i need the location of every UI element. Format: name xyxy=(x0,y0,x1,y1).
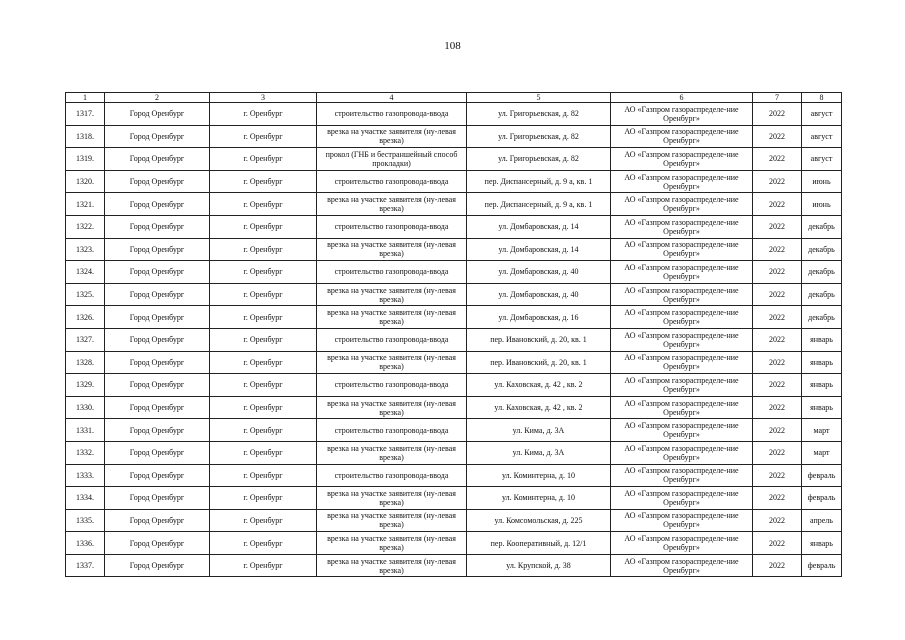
municipality-cell: Город Оренбург xyxy=(105,509,210,532)
row-number-cell: 1330. xyxy=(66,396,105,419)
year-cell: 2022 xyxy=(753,532,802,555)
settlement-cell: г. Оренбург xyxy=(210,419,317,442)
work-type-cell: врезка на участке заявителя (ну-левая врезка) xyxy=(317,351,467,374)
organization-cell: АО «Газпром газораспределе-ние Оренбург» xyxy=(611,193,753,216)
header-cell: 7 xyxy=(753,93,802,103)
organization-cell: АО «Газпром газораспределе-ние Оренбург» xyxy=(611,261,753,284)
month-cell: август xyxy=(802,125,842,148)
address-cell: ул. Домбаровская, д. 16 xyxy=(467,306,611,329)
work-type-cell: строительство газопровода-ввода xyxy=(317,419,467,442)
header-cell: 8 xyxy=(802,93,842,103)
address-cell: ул. Коминтерна, д. 10 xyxy=(467,464,611,487)
address-cell: пер. Диспансерный, д. 9 а, кв. 1 xyxy=(467,170,611,193)
work-type-cell: строительство газопровода-ввода xyxy=(317,261,467,284)
address-cell: пер. Ивановский, д. 20, кв. 1 xyxy=(467,328,611,351)
settlement-cell: г. Оренбург xyxy=(210,509,317,532)
organization-cell: АО «Газпром газораспределе-ние Оренбург» xyxy=(611,103,753,126)
year-cell: 2022 xyxy=(753,170,802,193)
organization-cell: АО «Газпром газораспределе-ние Оренбург» xyxy=(611,215,753,238)
table-row xyxy=(66,193,842,216)
table-row xyxy=(66,441,842,464)
month-cell: февраль xyxy=(802,554,842,577)
organization-cell: АО «Газпром газораспределе-ние Оренбург» xyxy=(611,396,753,419)
municipality-cell: Город Оренбург xyxy=(105,351,210,374)
address-cell: ул. Домбаровская, д. 40 xyxy=(467,261,611,284)
municipality-cell: Город Оренбург xyxy=(105,554,210,577)
header-cell: 2 xyxy=(105,93,210,103)
row-number-cell: 1325. xyxy=(66,283,105,306)
settlement-cell: г. Оренбург xyxy=(210,148,317,171)
organization-cell: АО «Газпром газораспределе-ние Оренбург» xyxy=(611,328,753,351)
address-cell: ул. Коминтерна, д. 10 xyxy=(467,487,611,510)
row-number-cell: 1334. xyxy=(66,487,105,510)
month-cell: декабрь xyxy=(802,306,842,329)
settlement-cell: г. Оренбург xyxy=(210,103,317,126)
table-row xyxy=(66,374,842,397)
table-row xyxy=(66,419,842,442)
year-cell: 2022 xyxy=(753,306,802,329)
work-type-cell: врезка на участке заявителя (ну-левая врезка) xyxy=(317,487,467,510)
organization-cell: АО «Газпром газораспределе-ние Оренбург» xyxy=(611,441,753,464)
month-cell: апрель xyxy=(802,509,842,532)
page-number: 108 xyxy=(444,40,461,52)
municipality-cell: Город Оренбург xyxy=(105,103,210,126)
work-type-cell: строительство газопровода-ввода xyxy=(317,215,467,238)
row-number-cell: 1324. xyxy=(66,261,105,284)
month-cell: август xyxy=(802,103,842,126)
settlement-cell: г. Оренбург xyxy=(210,193,317,216)
settlement-cell: г. Оренбург xyxy=(210,170,317,193)
table-row xyxy=(66,103,842,126)
row-number-cell: 1328. xyxy=(66,351,105,374)
row-number-cell: 1319. xyxy=(66,148,105,171)
work-type-cell: врезка на участке заявителя (ну-левая врезка) xyxy=(317,306,467,329)
year-cell: 2022 xyxy=(753,261,802,284)
header-cell: 5 xyxy=(467,93,611,103)
table-row xyxy=(66,509,842,532)
work-type-cell: строительство газопровода-ввода xyxy=(317,374,467,397)
organization-cell: АО «Газпром газораспределе-ние Оренбург» xyxy=(611,419,753,442)
municipality-cell: Город Оренбург xyxy=(105,532,210,555)
row-number-cell: 1327. xyxy=(66,328,105,351)
row-number-cell: 1320. xyxy=(66,170,105,193)
table-row xyxy=(66,306,842,329)
municipality-cell: Город Оренбург xyxy=(105,487,210,510)
year-cell: 2022 xyxy=(753,193,802,216)
organization-cell: АО «Газпром газораспределе-ние Оренбург» xyxy=(611,351,753,374)
organization-cell: АО «Газпром газораспределе-ние Оренбург» xyxy=(611,464,753,487)
address-cell: ул. Каховская, д. 42 , кв. 2 xyxy=(467,374,611,397)
municipality-cell: Город Оренбург xyxy=(105,396,210,419)
address-cell: пер. Ивановский, д. 20, кв. 1 xyxy=(467,351,611,374)
work-type-cell: врезка на участке заявителя (ну-левая врезка) xyxy=(317,238,467,261)
table-row xyxy=(66,148,842,171)
work-type-cell: строительство газопровода-ввода xyxy=(317,328,467,351)
row-number-cell: 1331. xyxy=(66,419,105,442)
organization-cell: АО «Газпром газораспределе-ние Оренбург» xyxy=(611,509,753,532)
month-cell: январь xyxy=(802,532,842,555)
settlement-cell: г. Оренбург xyxy=(210,441,317,464)
table-row xyxy=(66,328,842,351)
settlement-cell: г. Оренбург xyxy=(210,351,317,374)
address-cell: ул. Григорьевская, д. 82 xyxy=(467,148,611,171)
table-row xyxy=(66,125,842,148)
municipality-cell: Город Оренбург xyxy=(105,238,210,261)
municipality-cell: Город Оренбург xyxy=(105,170,210,193)
month-cell: декабрь xyxy=(802,261,842,284)
settlement-cell: г. Оренбург xyxy=(210,554,317,577)
year-cell: 2022 xyxy=(753,487,802,510)
year-cell: 2022 xyxy=(753,464,802,487)
table-row xyxy=(66,487,842,510)
year-cell: 2022 xyxy=(753,238,802,261)
organization-cell: АО «Газпром газораспределе-ние Оренбург» xyxy=(611,374,753,397)
settlement-cell: г. Оренбург xyxy=(210,374,317,397)
month-cell: декабрь xyxy=(802,215,842,238)
work-type-cell: строительство газопровода-ввода xyxy=(317,170,467,193)
table-row xyxy=(66,170,842,193)
year-cell: 2022 xyxy=(753,441,802,464)
settlement-cell: г. Оренбург xyxy=(210,215,317,238)
work-type-cell: врезка на участке заявителя (ну-левая врезка) xyxy=(317,283,467,306)
address-cell: пер. Кооперативный, д. 12/1 xyxy=(467,532,611,555)
settlement-cell: г. Оренбург xyxy=(210,125,317,148)
organization-cell: АО «Газпром газораспределе-ние Оренбург» xyxy=(611,532,753,555)
table-row xyxy=(66,554,842,577)
work-type-cell: строительство газопровода-ввода xyxy=(317,464,467,487)
row-number-cell: 1322. xyxy=(66,215,105,238)
address-cell: ул. Домбаровская, д. 40 xyxy=(467,283,611,306)
organization-cell: АО «Газпром газораспределе-ние Оренбург» xyxy=(611,487,753,510)
municipality-cell: Город Оренбург xyxy=(105,215,210,238)
municipality-cell: Город Оренбург xyxy=(105,328,210,351)
organization-cell: АО «Газпром газораспределе-ние Оренбург» xyxy=(611,283,753,306)
organization-cell: АО «Газпром газораспределе-ние Оренбург» xyxy=(611,238,753,261)
row-number-cell: 1318. xyxy=(66,125,105,148)
row-number-cell: 1333. xyxy=(66,464,105,487)
work-type-cell: врезка на участке заявителя (ну-левая врезка) xyxy=(317,554,467,577)
address-cell: ул. Григорьевская, д. 82 xyxy=(467,125,611,148)
municipality-cell: Город Оренбург xyxy=(105,306,210,329)
month-cell: декабрь xyxy=(802,283,842,306)
organization-cell: АО «Газпром газораспределе-ние Оренбург» xyxy=(611,306,753,329)
settlement-cell: г. Оренбург xyxy=(210,238,317,261)
table-row xyxy=(66,215,842,238)
settlement-cell: г. Оренбург xyxy=(210,464,317,487)
year-cell: 2022 xyxy=(753,374,802,397)
table-row xyxy=(66,532,842,555)
organization-cell: АО «Газпром газораспределе-ние Оренбург» xyxy=(611,148,753,171)
month-cell: март xyxy=(802,441,842,464)
year-cell: 2022 xyxy=(753,351,802,374)
header-cell: 3 xyxy=(210,93,317,103)
year-cell: 2022 xyxy=(753,509,802,532)
work-type-cell: врезка на участке заявителя (ну-левая врезка) xyxy=(317,125,467,148)
work-type-cell: строительство газопровода-ввода xyxy=(317,103,467,126)
year-cell: 2022 xyxy=(753,125,802,148)
settlement-cell: г. Оренбург xyxy=(210,306,317,329)
municipality-cell: Город Оренбург xyxy=(105,374,210,397)
year-cell: 2022 xyxy=(753,419,802,442)
table-row xyxy=(66,283,842,306)
row-number-cell: 1337. xyxy=(66,554,105,577)
settlement-cell: г. Оренбург xyxy=(210,532,317,555)
address-cell: ул. Кима, д. 3А xyxy=(467,419,611,442)
address-cell: ул. Домбаровская, д. 14 xyxy=(467,238,611,261)
settlement-cell: г. Оренбург xyxy=(210,487,317,510)
organization-cell: АО «Газпром газораспределе-ние Оренбург» xyxy=(611,170,753,193)
year-cell: 2022 xyxy=(753,554,802,577)
month-cell: февраль xyxy=(802,487,842,510)
municipality-cell: Город Оренбург xyxy=(105,283,210,306)
work-type-cell: врезка на участке заявителя (ну-левая врезка) xyxy=(317,509,467,532)
year-cell: 2022 xyxy=(753,396,802,419)
address-cell: ул. Крупской, д. 38 xyxy=(467,554,611,577)
year-cell: 2022 xyxy=(753,283,802,306)
municipality-cell: Город Оренбург xyxy=(105,125,210,148)
table-row xyxy=(66,238,842,261)
month-cell: март xyxy=(802,419,842,442)
month-cell: декабрь xyxy=(802,238,842,261)
settlement-cell: г. Оренбург xyxy=(210,283,317,306)
row-number-cell: 1335. xyxy=(66,509,105,532)
month-cell: январь xyxy=(802,351,842,374)
table-header-row xyxy=(66,93,842,103)
settlement-cell: г. Оренбург xyxy=(210,396,317,419)
municipality-cell: Город Оренбург xyxy=(105,193,210,216)
work-type-cell: врезка на участке заявителя (ну-левая врезка) xyxy=(317,441,467,464)
settlement-cell: г. Оренбург xyxy=(210,328,317,351)
works-table xyxy=(65,92,842,577)
address-cell: ул. Григорьевская, д. 82 xyxy=(467,103,611,126)
settlement-cell: г. Оренбург xyxy=(210,261,317,284)
work-type-cell: прокол (ГНБ и бестраншейный способ прокладки) xyxy=(317,148,467,171)
row-number-cell: 1317. xyxy=(66,103,105,126)
address-cell: ул. Кима, д. 3А xyxy=(467,441,611,464)
row-number-cell: 1332. xyxy=(66,441,105,464)
month-cell: август xyxy=(802,148,842,171)
work-type-cell: врезка на участке заявителя (ну-левая врезка) xyxy=(317,532,467,555)
table-row xyxy=(66,261,842,284)
municipality-cell: Город Оренбург xyxy=(105,464,210,487)
row-number-cell: 1329. xyxy=(66,374,105,397)
header-cell: 4 xyxy=(317,93,467,103)
month-cell: февраль xyxy=(802,464,842,487)
month-cell: июнь xyxy=(802,170,842,193)
organization-cell: АО «Газпром газораспределе-ние Оренбург» xyxy=(611,554,753,577)
month-cell: январь xyxy=(802,396,842,419)
month-cell: январь xyxy=(802,374,842,397)
row-number-cell: 1336. xyxy=(66,532,105,555)
row-number-cell: 1321. xyxy=(66,193,105,216)
address-cell: ул. Комсомольская, д. 225 xyxy=(467,509,611,532)
header-cell: 1 xyxy=(66,93,105,103)
year-cell: 2022 xyxy=(753,148,802,171)
table-row xyxy=(66,351,842,374)
header-cell: 6 xyxy=(611,93,753,103)
month-cell: январь xyxy=(802,328,842,351)
table-row xyxy=(66,464,842,487)
work-type-cell: врезка на участке заявителя (ну-левая врезка) xyxy=(317,193,467,216)
row-number-cell: 1323. xyxy=(66,238,105,261)
year-cell: 2022 xyxy=(753,103,802,126)
year-cell: 2022 xyxy=(753,328,802,351)
address-cell: пер. Диспансерный, д. 9 а, кв. 1 xyxy=(467,193,611,216)
municipality-cell: Город Оренбург xyxy=(105,419,210,442)
table-row xyxy=(66,396,842,419)
year-cell: 2022 xyxy=(753,215,802,238)
row-number-cell: 1326. xyxy=(66,306,105,329)
organization-cell: АО «Газпром газораспределе-ние Оренбург» xyxy=(611,125,753,148)
municipality-cell: Город Оренбург xyxy=(105,441,210,464)
address-cell: ул. Домбаровская, д. 14 xyxy=(467,215,611,238)
municipality-cell: Город Оренбург xyxy=(105,261,210,284)
work-type-cell: врезка на участке заявителя (ну-левая врезка) xyxy=(317,396,467,419)
municipality-cell: Город Оренбург xyxy=(105,148,210,171)
address-cell: ул. Каховская, д. 42 , кв. 2 xyxy=(467,396,611,419)
month-cell: июнь xyxy=(802,193,842,216)
table-body xyxy=(66,103,842,577)
